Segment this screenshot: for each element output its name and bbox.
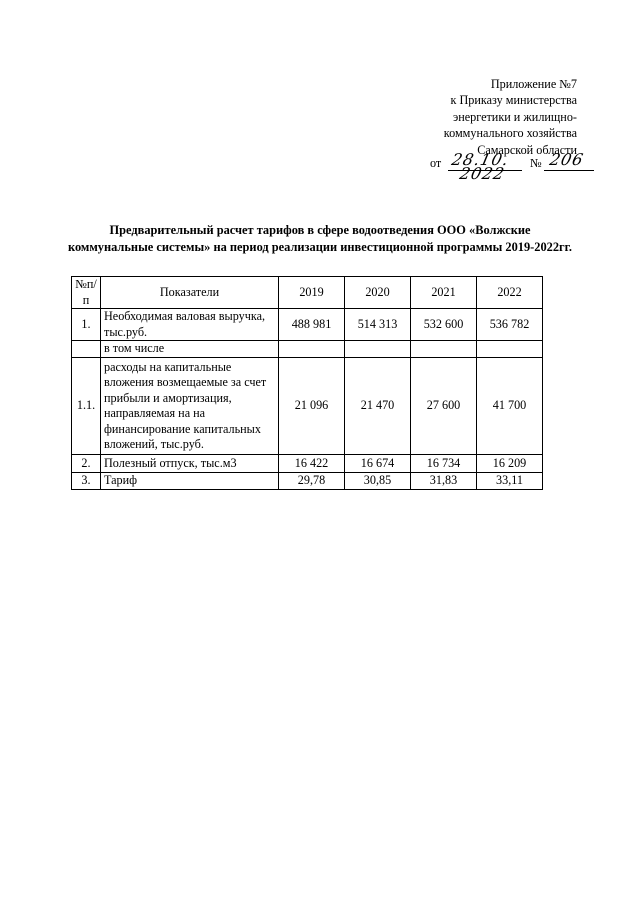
row-value: 27 600	[411, 358, 477, 455]
row-value	[477, 341, 543, 358]
row-label: Полезный отпуск, тыс.м3	[101, 455, 279, 473]
header-year: 2020	[345, 277, 411, 309]
handwritten-number: 206	[547, 150, 586, 169]
row-label: Тариф	[101, 473, 279, 490]
appendix-line: коммунального хозяйства	[443, 126, 577, 141]
number-underline	[544, 170, 594, 171]
row-num: 1.	[72, 309, 101, 341]
order-date-number	[430, 150, 600, 186]
title-line: Предварительный расчет тарифов в сфере водоотведения ООО «Волжские	[109, 223, 531, 237]
row-num: 1.1.	[72, 358, 101, 455]
table-header-row	[72, 277, 543, 309]
number-prefix: №	[530, 156, 542, 170]
appendix-header	[444, 76, 577, 158]
row-value: 21 096	[279, 358, 345, 455]
table-row	[72, 309, 543, 341]
row-value: 16 674	[345, 455, 411, 473]
row-value: 536 782	[477, 309, 543, 341]
title-line: коммунальные системы» на период реализации инвестиционной программы 2019-2022гг.	[67, 240, 573, 254]
header-year: 2022	[477, 277, 543, 309]
appendix-line: Приложение №7	[490, 77, 577, 91]
date-prefix: от	[430, 156, 442, 170]
row-value: 16 734	[411, 455, 477, 473]
row-value: 532 600	[411, 309, 477, 341]
row-value	[411, 341, 477, 358]
row-label: в том числе	[101, 341, 279, 358]
row-value: 514 313	[345, 309, 411, 341]
row-label: Необходимая валовая выручка, тыс.руб.	[101, 309, 279, 341]
header-year: 2019	[279, 277, 345, 309]
table-row	[72, 455, 543, 473]
document-title	[60, 222, 580, 256]
appendix-line: Самарской области	[477, 142, 577, 157]
row-value: 29,78	[279, 473, 345, 490]
appendix-line: к Приказу министерства	[450, 93, 577, 108]
table-row	[72, 473, 543, 490]
row-value: 41 700	[477, 358, 543, 455]
appendix-line: энергетики и жилищно-	[452, 109, 577, 124]
tariff-table	[71, 276, 543, 490]
header-num: №п/п	[72, 277, 101, 309]
row-value: 31,83	[411, 473, 477, 490]
row-label: расходы на капитальные вложения возмещаемые за счет прибыли и амортизация, направляемая на на финансирование капитальных вложений, тыс.руб.	[101, 358, 279, 455]
row-value: 30,85	[345, 473, 411, 490]
handwritten-year: 2022	[457, 164, 507, 183]
row-value: 21 470	[345, 358, 411, 455]
row-value: 33,11	[477, 473, 543, 490]
row-value	[345, 341, 411, 358]
row-value: 488 981	[279, 309, 345, 341]
table-row	[72, 341, 543, 358]
row-value	[279, 341, 345, 358]
row-num: 3.	[72, 473, 101, 490]
header-indicator: Показатели	[101, 277, 279, 309]
row-num	[72, 341, 101, 358]
row-num: 2.	[72, 455, 101, 473]
row-value: 16 209	[477, 455, 543, 473]
header-year: 2021	[411, 277, 477, 309]
handwritten-date: 28.10.	[449, 150, 511, 169]
table-row	[72, 358, 543, 455]
row-value: 16 422	[279, 455, 345, 473]
